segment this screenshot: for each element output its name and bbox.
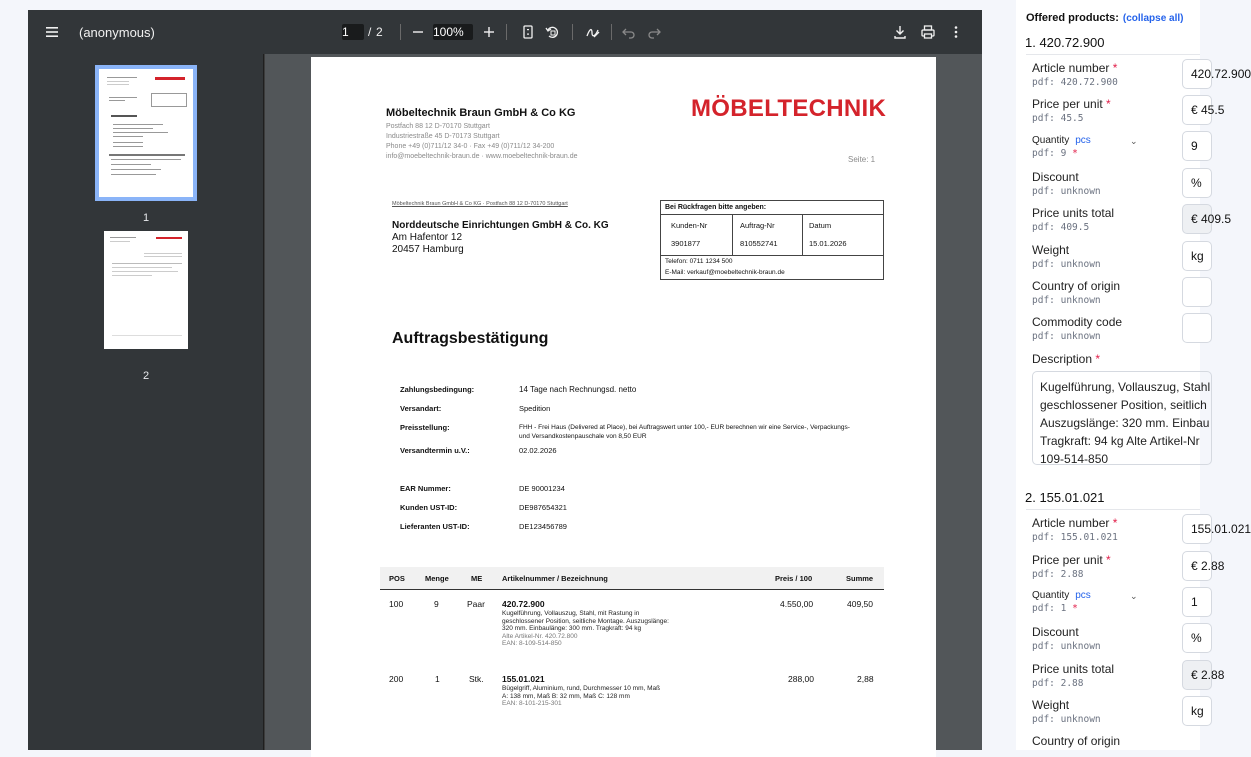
collapse-all-link[interactable]: (collapse all) <box>1122 13 1184 24</box>
zoom-in-icon[interactable] <box>479 22 499 42</box>
row-description <box>502 685 662 708</box>
term-label: Lieferanten UST-ID: <box>400 522 470 531</box>
row-article: 155.01.021 <box>502 674 545 684</box>
discount-label: Discount <box>1032 170 1079 184</box>
thumb-line <box>113 124 163 125</box>
thumb-line <box>113 132 168 133</box>
quantity-unit-select[interactable]: pcs <box>1075 590 1091 601</box>
label-text: Quantity <box>1032 590 1070 601</box>
pdf-logo: MÖBELTECHNIK <box>691 95 887 122</box>
term-label: Versandart: <box>400 404 442 413</box>
thumb-line <box>110 241 130 242</box>
chevron-down-icon[interactable]: ⌄ <box>1130 136 1138 146</box>
thumb-line <box>109 154 185 156</box>
thumbnail-sidebar <box>28 54 264 750</box>
row-ean: EAN: 8-101-215-301 <box>502 700 562 707</box>
thumb-line <box>113 128 153 129</box>
ref-auftrag-value: 810552741 <box>740 239 778 248</box>
toolbar-divider <box>506 24 507 40</box>
quantity-label <box>1032 590 1091 601</box>
discount-input[interactable]: % <box>1182 623 1212 653</box>
toolbar-divider <box>611 24 612 40</box>
required-marker: * <box>1106 553 1111 567</box>
pdf-text: pdf: 9 <box>1032 148 1067 159</box>
thumb-line <box>107 81 129 82</box>
weight-pdf: pdf: unknown <box>1032 259 1101 270</box>
thumb-line <box>112 263 182 264</box>
price-per-unit-label <box>1032 97 1111 111</box>
thumb-line <box>144 256 182 257</box>
article-number-label <box>1032 61 1117 75</box>
label-text: Price per unit <box>1032 97 1103 111</box>
quantity-input[interactable]: 9 <box>1182 131 1212 161</box>
th-menge: Menge <box>425 574 449 583</box>
warning-marker: * <box>1072 603 1078 614</box>
thumb-logo <box>155 77 185 80</box>
ref-email: E-Mail: verkauf@moebeltechnik-braun.de <box>665 269 785 276</box>
thumb-line <box>112 335 182 336</box>
thumb-heading <box>111 115 137 117</box>
country-of-origin-label: Country of origin <box>1032 279 1121 293</box>
quantity-unit-select[interactable]: pcs <box>1075 135 1091 146</box>
weight-label: Weight <box>1032 698 1070 712</box>
pdf-document-heading: Auftragsbestätigung <box>392 330 549 347</box>
row-article: 420.72.900 <box>502 599 545 609</box>
discount-label: Discount <box>1032 625 1079 639</box>
discount-pdf: pdf: unknown <box>1032 186 1101 197</box>
article-number-pdf: pdf: 420.72.900 <box>1032 77 1118 88</box>
thumb-line <box>109 100 125 101</box>
label-text: Article number <box>1032 516 1110 530</box>
quantity-input[interactable]: 1 <box>1182 587 1212 617</box>
thumb-line <box>112 271 178 272</box>
fit-page-icon[interactable] <box>518 22 538 42</box>
price-total-label: Price units total <box>1032 662 1115 676</box>
toolbar-divider <box>400 24 401 40</box>
ref-divider <box>661 255 883 256</box>
thumb-line <box>111 169 161 170</box>
country-of-origin-input[interactable] <box>1182 277 1212 307</box>
chevron-down-icon[interactable]: ⌄ <box>1130 591 1138 601</box>
row-me: Stk. <box>469 674 484 684</box>
weight-pdf: pdf: unknown <box>1032 714 1101 725</box>
rotate-icon[interactable] <box>542 22 562 42</box>
row-desc-text: Bügelgriff, Aluminium, rund, Durchmesser 10 mm, Maß A: 138 mm, Maß B: 32 mm, Maß C: 128 mm <box>502 685 661 700</box>
row-desc-text: Kugelführung, Vollauszug, Stahl, mit Rastung in geschlossener Position, seitliche Montage. Auszugslänge: 320 mm. Einbaulänge: 300 mm. Tragkraft: 94 kg <box>502 610 669 632</box>
print-icon[interactable] <box>918 22 938 42</box>
term-label: Preisstellung: <box>400 423 450 432</box>
document-canvas[interactable] <box>265 54 982 750</box>
thumb-line <box>113 146 143 147</box>
required-marker: * <box>1106 97 1111 111</box>
thumb-line <box>112 267 172 268</box>
pdf-recipient-name: Norddeutsche Einrichtungen GmbH & Co. KG <box>392 220 609 231</box>
row-old-article: Alte Artikel-Nr. 420.72.800 <box>502 632 578 640</box>
term-label: Versandtermin u.V.: <box>400 446 470 455</box>
items-table-header <box>380 567 884 590</box>
product-header[interactable]: 2. 155.01.021 <box>1025 490 1105 505</box>
pdf-page-indicator: Seite: 1 <box>848 155 876 164</box>
panel-title-text: Offered products: <box>1026 12 1119 24</box>
ref-kunden-label: Kunden-Nr <box>671 221 708 230</box>
pdf-viewer <box>28 10 982 750</box>
price-per-unit-input[interactable]: € 45.5 <box>1182 95 1212 125</box>
annotate-icon[interactable] <box>583 22 603 42</box>
term-value: DE 90001234 <box>519 484 565 493</box>
row-pos: 100 <box>389 599 404 609</box>
price-total-input[interactable]: € 2.88 <box>1182 660 1212 690</box>
commodity-code-label: Commodity code <box>1032 315 1123 329</box>
thumbnail-page-1[interactable] <box>99 69 193 197</box>
price-per-unit-pdf: pdf: 45.5 <box>1032 113 1084 124</box>
product-header[interactable]: 1. 420.72.900 <box>1025 35 1105 50</box>
weight-input[interactable]: kg <box>1182 241 1212 271</box>
ref-box-heading: Bei Rückfragen bitte angeben: <box>661 201 883 215</box>
thumb-line <box>112 275 152 276</box>
quantity-pdf <box>1032 603 1078 614</box>
label-text: Article number <box>1032 61 1110 75</box>
row-me: Paar <box>467 599 485 609</box>
commodity-code-pdf: pdf: unknown <box>1032 331 1101 342</box>
pdf-reference-box <box>660 200 884 280</box>
thumb-logo <box>156 237 182 239</box>
panel-title <box>1026 12 1183 24</box>
thumb-line <box>144 253 182 254</box>
ref-datum-label: Datum <box>809 221 832 230</box>
row-summe: 2,88 <box>857 674 874 684</box>
thumb-line <box>110 237 136 238</box>
term-label: Zahlungsbedingung: <box>400 385 475 394</box>
thumb-line <box>113 142 143 143</box>
toolbar-divider <box>572 24 573 40</box>
pdf-text: pdf: 1 <box>1032 603 1067 614</box>
offered-products-panel <box>1016 0 1251 750</box>
weight-label: Weight <box>1032 243 1070 257</box>
zoom-level[interactable]: 100% <box>433 24 473 40</box>
row-preis: 288,00 <box>788 674 814 684</box>
pdf-page-1 <box>311 57 936 757</box>
page-total: 2 <box>376 25 383 39</box>
page-number-input[interactable]: 1 <box>342 24 364 40</box>
term-value: DE123456789 <box>519 522 567 531</box>
warning-marker: * <box>1072 148 1078 159</box>
th-pos: POS <box>389 574 405 583</box>
price-total-pdf: pdf: 409.5 <box>1032 222 1090 233</box>
thumb-line <box>111 164 151 165</box>
row-ean: EAN: 8-109-514-850 <box>502 640 562 647</box>
thumb-refbox <box>151 93 187 107</box>
thumb-line <box>109 97 137 98</box>
redo-icon[interactable] <box>644 22 664 42</box>
undo-icon[interactable] <box>619 22 639 42</box>
th-me: ME <box>471 574 483 583</box>
weight-input[interactable]: kg <box>1182 696 1212 726</box>
row-summe: 409,50 <box>847 599 873 609</box>
thumb-line <box>107 77 137 78</box>
required-marker: * <box>1112 516 1118 530</box>
term-label: EAR Nummer: <box>400 484 451 493</box>
pdf-recipient-city: 20457 Hamburg <box>392 244 464 255</box>
term-value: Spedition <box>519 404 551 413</box>
zoom-out-icon[interactable] <box>408 22 428 42</box>
article-number-label <box>1032 516 1117 530</box>
price-per-unit-input[interactable]: € 2.88 <box>1182 551 1212 581</box>
row-menge: 9 <box>434 599 439 609</box>
th-summe: Summe <box>846 574 874 583</box>
row-pos: 200 <box>389 674 404 684</box>
article-number-pdf: pdf: 155.01.021 <box>1032 532 1118 543</box>
row-menge: 1 <box>435 674 440 684</box>
pdf-sender-line: Möbeltechnik Braun GmbH & Co KG · Postfach 88 12 D-70170 Stuttgart <box>392 201 568 207</box>
thumb-line <box>113 136 143 137</box>
pdf-address-line: Phone +49 (0)711/12 34-0 · Fax +49 (0)711/12 34-200 <box>386 143 555 150</box>
pdf-recipient-street: Am Hafentor 12 <box>392 232 463 243</box>
discount-input[interactable]: % <box>1182 168 1212 198</box>
discount-pdf: pdf: unknown <box>1032 641 1101 652</box>
thumbnail-label: 1 <box>142 212 150 224</box>
thumbnail-page-2[interactable] <box>104 231 188 349</box>
thumb-line <box>111 159 181 160</box>
thumb-line <box>107 84 129 85</box>
term-value: FHH - Frei Haus (Delivered at Place), bei Auftragswert unter 100,- EUR berechnen wir eine Service-, Verpackungs- und Versandkostenpauschale von 8,50 EUR <box>519 424 850 440</box>
country-of-origin-label: Country of origin <box>1032 734 1121 748</box>
quantity-label <box>1032 135 1091 146</box>
th-artikel: Artikelnummer / Bezeichnung <box>502 574 608 583</box>
term-label: Kunden UST-ID: <box>400 503 458 512</box>
description-label <box>1032 352 1100 366</box>
label-text: Description <box>1032 352 1093 366</box>
price-total-label: Price units total <box>1032 206 1115 220</box>
page-separator: / <box>368 25 372 39</box>
article-number-input[interactable]: 420.72.900 <box>1182 59 1212 89</box>
ref-kunden-value: 3901877 <box>671 239 701 248</box>
price-total-pdf: pdf: 2.88 <box>1032 678 1084 689</box>
term-value: 14 Tage nach Rechnungsd. netto <box>519 385 637 394</box>
download-icon[interactable] <box>890 22 910 42</box>
document-title: (anonymous) <box>79 24 155 40</box>
menu-icon[interactable] <box>42 22 62 42</box>
price-per-unit-label <box>1032 553 1111 567</box>
ref-telefon: Telefon: 0711 1234 500 <box>665 258 733 265</box>
pdf-address-line: Postfach 88 12 D-70170 Stuttgart <box>386 123 490 130</box>
term-value: 02.02.2026 <box>519 446 557 455</box>
pdf-address-line: Industriestraße 45 D-70173 Stuttgart <box>386 133 500 140</box>
required-marker: * <box>1112 61 1118 75</box>
country-of-origin-pdf: pdf: unknown <box>1032 295 1101 306</box>
quantity-pdf <box>1032 148 1078 159</box>
thumbnail-label: 2 <box>142 370 150 382</box>
more-options-icon[interactable] <box>946 22 966 42</box>
viewer-toolbar <box>28 10 982 54</box>
ref-datum-value: 15.01.2026 <box>809 239 847 248</box>
article-number-input[interactable]: 155.01.021 <box>1182 514 1212 544</box>
description-textarea[interactable]: Kugelführung, Vollauszug, Stahl geschlossener Position, seitlich Auszugslänge: 320 mm. Einbau Tragkraft: 94 kg Alte Artikel-Nr 109-514-850 <box>1032 371 1212 465</box>
pdf-address-line: info@moebeltechnik-braun.de · www.moebeltechnik-braun.de <box>386 153 578 160</box>
price-total-input[interactable]: € 409.5 <box>1182 204 1212 234</box>
commodity-code-input[interactable] <box>1182 313 1212 343</box>
label-text: Quantity <box>1032 135 1070 146</box>
term-value: DE987654321 <box>519 503 567 512</box>
product-separator <box>1026 54 1200 55</box>
product-separator <box>1026 509 1200 510</box>
row-preis: 4.550,00 <box>780 599 814 609</box>
thumb-line <box>111 174 156 175</box>
price-per-unit-pdf: pdf: 2.88 <box>1032 569 1084 580</box>
pdf-company-name: Möbeltechnik Braun GmbH & Co KG <box>386 107 576 119</box>
required-marker: * <box>1095 352 1101 366</box>
label-text: Price per unit <box>1032 553 1103 567</box>
ref-auftrag-label: Auftrag-Nr <box>740 221 775 230</box>
th-preis: Preis / 100 <box>775 574 813 583</box>
row-description <box>502 610 672 648</box>
